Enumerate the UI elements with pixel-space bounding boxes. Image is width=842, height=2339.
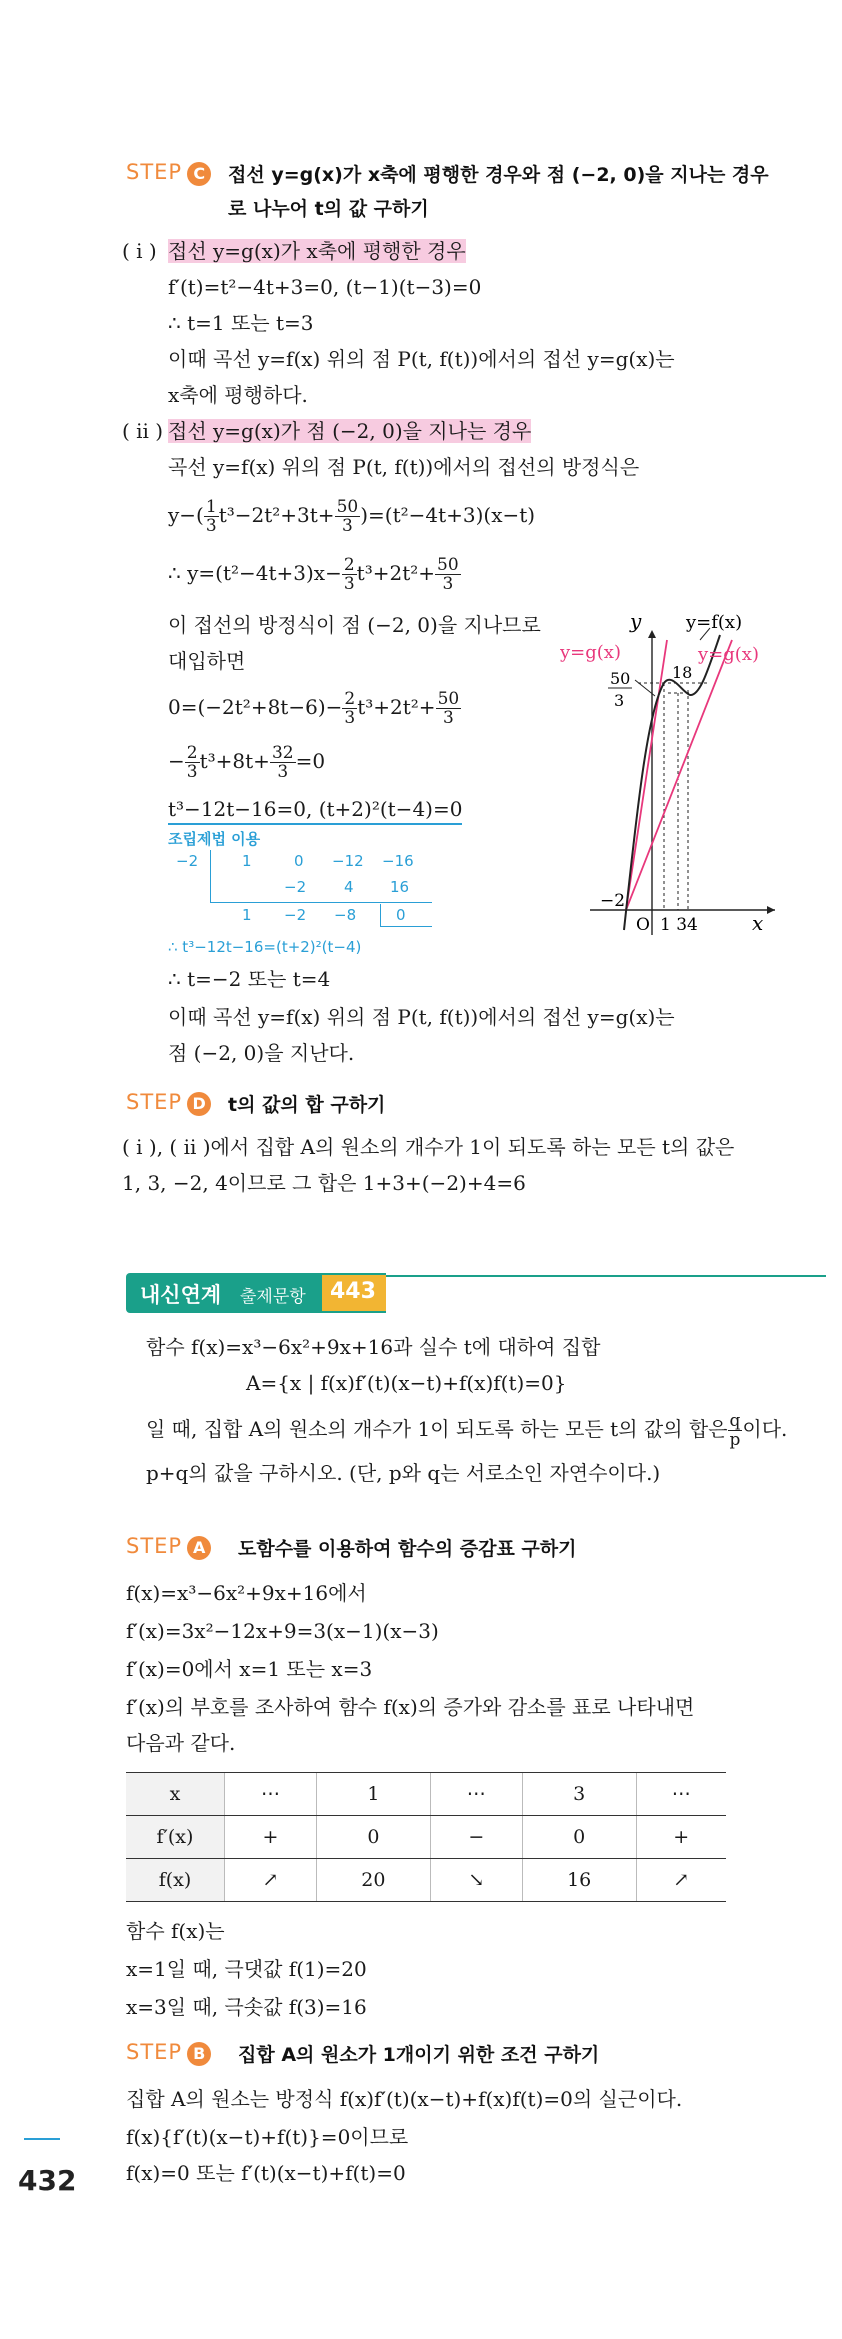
step-badge: B [187, 2042, 211, 2066]
fraction: $\frac{2}{3}$ [343, 555, 355, 594]
fraction: $\frac{2}{3}$ [186, 743, 198, 782]
step-a-line2: f′(x)=3x²−12x+9=3(x−1)(x−3) [126, 1619, 439, 1643]
synthetic-note: ∴ t³−12t−16=(t+2)²(t−4) [168, 938, 362, 956]
case-i-line1: f′(t)=t²−4t+3=0, (t−1)(t−3)=0 [168, 275, 482, 299]
synthetic-division: −2 1 0 −12 −16 −2 4 16 1 −2 −8 0 [168, 850, 438, 930]
f-label: y=f(x) [686, 612, 743, 633]
step-a-line4: f′(x)의 부호를 조사하여 함수 f(x)의 증가와 감소를 표로 나타내면 [126, 1695, 695, 1719]
fraction: $\frac{1}{3}$ [205, 497, 217, 536]
step-c-header [126, 160, 211, 186]
label-18: 18 [672, 663, 693, 682]
step-c-title-2: 로 나누어 t의 값 구하기 [228, 198, 429, 220]
step-d-title: t의 값의 합 구하기 [228, 1094, 386, 1116]
case-i-heading: 접선 y=g(x)가 x축에 평행한 경우 [168, 239, 466, 263]
case-i-line3: 이때 곡선 y=f(x) 위의 점 P(t, f(t))에서의 접선 y=g(x)는 [168, 347, 675, 371]
case-i-line2: ∴ t=1 또는 t=3 [168, 311, 314, 335]
problem-line3: 일 때, 집합 A의 원소의 개수가 1이 되도록 하는 모든 t의 값의 합은 $\frac{q}{p}$ 이다. [146, 1411, 788, 1450]
label-neg2: −2 [600, 891, 626, 911]
step-a-after-1: 함수 f(x)는 [126, 1919, 225, 1943]
problem-line4: p+q의 값을 구하시오. (단, p와 q는 서로소인 자연수이다.) [146, 1461, 661, 1485]
step-a-after-2: x=1일 때, 극댓값 f(1)=20 [126, 1957, 367, 1981]
step-b-title: 집합 A의 원소가 1개이기 위한 조건 구하기 [238, 2044, 600, 2066]
problem-line1: 함수 f(x)=x³−6x²+9x+16과 실수 t에 대하여 집합 [146, 1335, 601, 1359]
step-b-header [126, 2040, 211, 2066]
step-a-after-3: x=3일 때, 극솟값 f(3)=16 [126, 1995, 367, 2019]
case-ii-end-1: 이때 곡선 y=f(x) 위의 점 P(t, f(t))에서의 접선 y=g(x)는 [168, 1005, 675, 1029]
g-label-right: y=g(x) [698, 644, 759, 665]
equation-4: − $\frac{2}{3}$ t³+8t+ $\frac{32}{3}$ =0 [168, 743, 326, 782]
step-a-line3: f′(x)=0에서 x=1 또는 x=3 [126, 1657, 373, 1681]
fraction: $\frac{q}{p}$ [729, 1411, 741, 1450]
equation-2: ∴ y=(t²−4t+3)x− $\frac{2}{3}$ t³+2t²+ $\frac{50}{3}$ [168, 555, 459, 594]
label-50: 50 [610, 669, 631, 688]
banner-number: 443 [330, 1279, 376, 1304]
case-ii-line1: 곡선 y=f(x) 위의 점 P(t, f(t))에서의 접선의 방정식은 [168, 455, 640, 479]
case-ii-end-2: 점 (−2, 0)을 지난다. [168, 1041, 355, 1065]
fraction: $\frac{50}{3}$ [336, 497, 359, 536]
banner-label: 내신연계 [140, 1283, 222, 1307]
step-badge: A [187, 1536, 211, 1560]
page-number: 432 [18, 2164, 77, 2197]
g-label-left: y=g(x) [560, 642, 621, 663]
step-d-line2: 1, 3, −2, 4이므로 그 합은 1+3+(−2)+4=6 [122, 1171, 526, 1195]
y-axis-arrow [648, 630, 656, 638]
equation-3: 0=(−2t²+8t−6)− $\frac{2}{3}$ t³+2t²+ $\frac{50}{3}$ [168, 689, 460, 728]
origin-label: O [636, 915, 650, 935]
fraction: $\frac{50}{3}$ [437, 689, 460, 728]
step-b-line3: f(x)=0 또는 f′(t)(x−t)+f(t)=0 [126, 2161, 406, 2185]
step-b-line2: f(x){f′(t)(x−t)+f(t)}=0이므로 [126, 2125, 409, 2149]
case-i-line4: x축에 평행하다. [168, 383, 308, 407]
banner-sub: 출제문항 [240, 1287, 306, 1307]
step-label: STEP [126, 2040, 183, 2064]
case-i-label: ( i ) [122, 239, 157, 263]
step-a-header [126, 1534, 211, 1560]
fraction: $\frac{50}{3}$ [437, 555, 459, 594]
synthetic-title: 조립제법 이용 [168, 830, 261, 848]
table-row: x ⋯ 1 ⋯ 3 ⋯ [126, 1773, 726, 1816]
tangent-graph [560, 600, 780, 940]
related-problem-banner [126, 1273, 826, 1317]
case-ii-label: ( ii ) [122, 419, 164, 443]
step-b-line1: 집합 A의 원소는 방정식 f(x)f′(t)(x−t)+f(x)f(t)=0의 실근이다. [126, 2087, 683, 2111]
y-axis-label: y [630, 609, 642, 633]
table-row: f(x) ↗ 20 ↘ 16 ↗ [126, 1859, 726, 1902]
fraction: $\frac{32}{3}$ [271, 743, 294, 782]
fraction: $\frac{2}{3}$ [344, 689, 356, 728]
page-number-rule [24, 2138, 60, 2140]
tangent-line-left [626, 640, 667, 910]
x-axis-label: x [752, 911, 764, 935]
pass-line-1: 이 접선의 방정식이 점 (−2, 0)을 지나므로 [168, 613, 541, 637]
case-ii-heading: 접선 y=g(x)가 점 (−2, 0)을 지나는 경우 [168, 419, 532, 443]
step-a-line5: 다음과 같다. [126, 1731, 236, 1755]
problem-set: A={x | f(x)f′(t)(x−t)+f(x)f(t)=0} [246, 1371, 567, 1395]
case-ii-result: ∴ t=−2 또는 t=4 [168, 967, 331, 991]
step-label: STEP [126, 1090, 183, 1114]
table-row: f′(x) + 0 − 0 + [126, 1816, 726, 1859]
label-3: 3 [614, 691, 625, 710]
step-d-header [126, 1090, 211, 1116]
tick-labels: 1 34 [660, 915, 698, 935]
step-label: STEP [126, 160, 183, 184]
pass-line-2: 대입하면 [168, 649, 246, 673]
step-c-title-1: 접선 y=g(x)가 x축에 평행한 경우와 점 (−2, 0)을 지나는 경우 [228, 164, 769, 186]
step-a-line1: f(x)=x³−6x²+9x+16에서 [126, 1581, 367, 1605]
equation-1: y−( $\frac{1}{3}$ t³−2t²+3t+ $\frac{50}{3}$ )=(t²−4t+3)(x−t) [168, 497, 536, 536]
step-badge: C [187, 162, 211, 186]
step-a-title: 도함수를 이용하여 함수의 증감표 구하기 [238, 1538, 577, 1560]
step-badge: D [187, 1092, 211, 1116]
x-axis-arrow [767, 906, 775, 914]
increase-decrease-table [126, 1772, 726, 1902]
step-d-line1: ( i ), ( ii )에서 집합 A의 원소의 개수가 1이 되도록 하는 모든 t의 값은 [122, 1135, 735, 1159]
step-label: STEP [126, 1534, 183, 1558]
equation-5: t³−12t−16=0, (t+2)²(t−4)=0 [168, 796, 462, 825]
